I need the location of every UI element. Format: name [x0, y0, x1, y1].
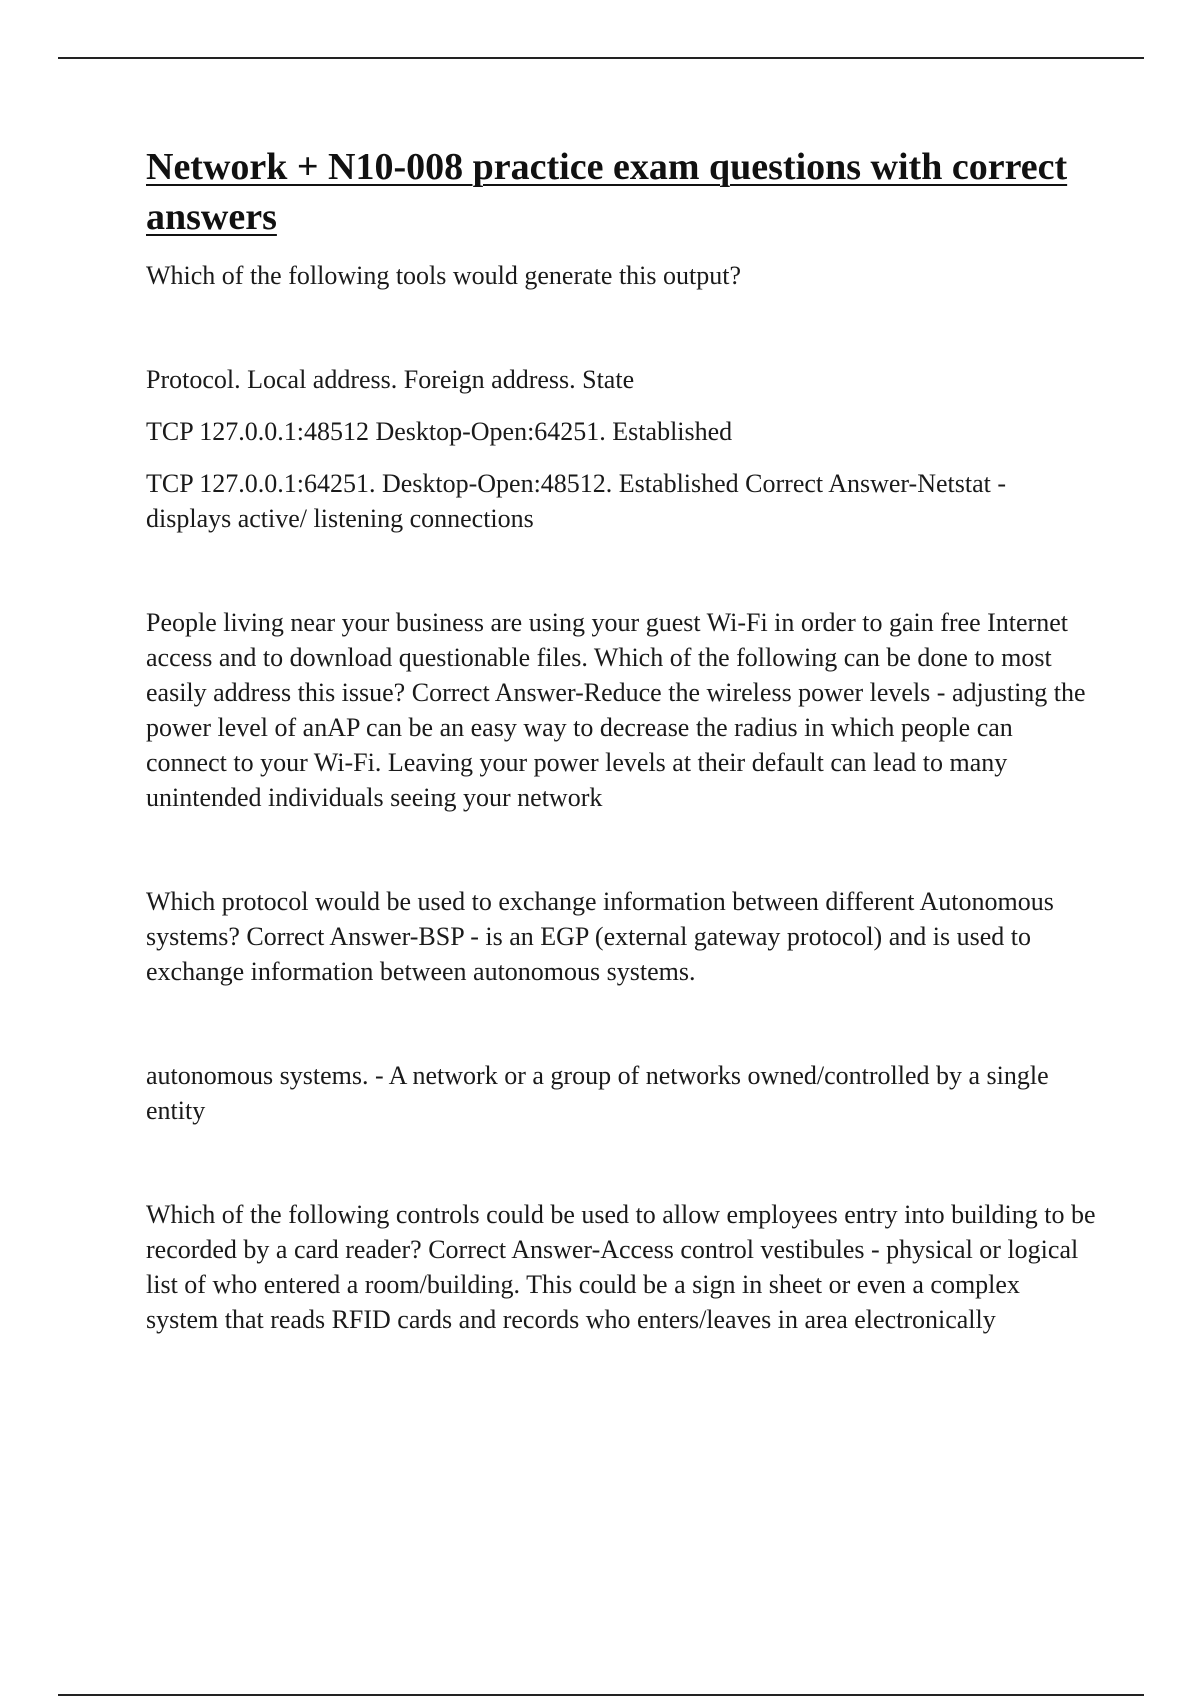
question-1-prompt: Which of the following tools would generate this output?: [146, 261, 741, 290]
output-header-line: Protocol. Local address. Foreign address. State: [146, 365, 635, 394]
document-title: Network + N10-008 practice exam questions with correct answers: [146, 146, 1068, 238]
top-rule: [58, 57, 1144, 59]
question-3: Which protocol would be used to exchange information between different Autonomous systems? Correct Answer-BSP - is an EGP (external gateway protocol) and is used to exchange information between autonomous systems.: [146, 887, 1054, 986]
output-line-1: TCP 127.0.0.1:48512 Desktop-Open:64251. Established: [146, 417, 733, 446]
question-4: Which of the following controls could be used to allow employees entry into building to be recorded by a card reader? Correct Answer-Access control vestibules - physical or logical list of who entered a room/building. This could be a sign in sheet or even a complex system that reads RFID cards and records who enters/leaves in area electronically: [146, 1200, 1096, 1334]
bottom-rule: [58, 1694, 1144, 1696]
output-line-2-answer: TCP 127.0.0.1:64251. Desktop-Open:48512. Established Correct Answer-Netstat - displays active/ listening connections: [146, 469, 1007, 533]
document-body: [146, 142, 1096, 1337]
definition-autonomous-systems: autonomous systems. - A network or a group of networks owned/controlled by a single entity: [146, 1061, 1049, 1125]
question-2: People living near your business are using your guest Wi-Fi in order to gain free Internet access and to download questionable files. Which of the following can be done to most easily address this issue? Correct Answer-Reduce the wireless power levels - adjusting the power level of anAP can be an easy way to decrease the radius in which people can connect to your Wi-Fi. Leaving your power levels at their default can lead to many unintended individuals seeing your network: [146, 608, 1086, 812]
